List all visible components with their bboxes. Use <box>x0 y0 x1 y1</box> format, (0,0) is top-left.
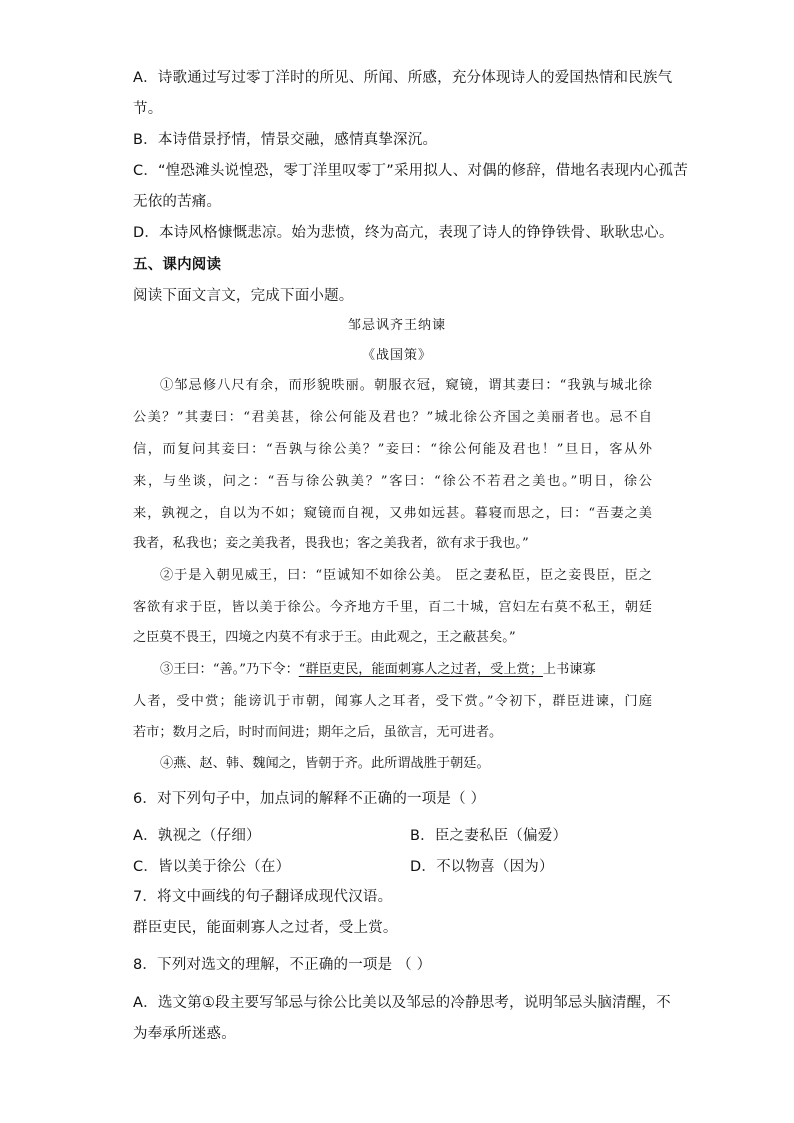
q7-stem: 7．将文中画线的句子翻译成现代汉语。 <box>133 889 393 905</box>
q8-option-a-line2: 为奉承所迷惑。 <box>133 1026 236 1042</box>
q6-option-b: B．臣之妻私臣（偏爱） <box>410 828 568 844</box>
passage-line: 之臣莫不畏王，四境之内莫不有求于王。由此观之，王之蔽甚矣。” <box>133 630 516 645</box>
section-instruction: 阅读下面文言文，完成下面小题。 <box>133 288 354 304</box>
passage-line: 来，孰视之，自以为不如；窥镜而自视，又弗如远甚。暮寝而思之，曰：“吾妻之美 <box>133 506 652 521</box>
q5-option-a-line1: A．诗歌通过写过零丁洋时的所见、所闻、所感，充分体现诗人的爱国热情和民族气 <box>133 70 673 86</box>
q5-option-d: D．本诗风格慷慨悲凉。始为悲愤，终为高亢，表现了诗人的铮铮铁骨、耿耿忠心。 <box>133 225 674 241</box>
q6-stem: 6．对下列句子中，加点词的解释不正确的一项是（ ） <box>133 791 486 807</box>
passage-line: 我者，私我也；妾之美我者，畏我也；客之美我者，欲有求于我也。” <box>133 536 529 551</box>
passage-line: 信，而复问其妾曰：“吾孰与徐公美？”妾曰：“徐公何能及君也！”旦日，客从外 <box>133 442 652 457</box>
q8-option-a-line1: A．选文第①段主要写邹忌与徐公比美以及邹忌的冷静思考，说明邹忌头脑清醒，不 <box>133 995 671 1011</box>
passage-title: 邹忌讽齐王纳谏 <box>347 318 446 333</box>
passage-line-with-underline <box>160 660 652 680</box>
q5-option-c-line1: C．“惶恐滩头说惶恐，零丁洋里叹零丁”采用拟人、对偶的修辞，借地名表现内心孤苦 <box>133 163 688 179</box>
q8-stem: 8．下列对选文的理解，不正确的一项是 （ ） <box>133 957 432 973</box>
q5-option-b: B．本诗借景抒情，情景交融，感情真挚深沉。 <box>133 132 438 148</box>
passage-line: ④燕、赵、韩、魏闻之，皆朝于齐。此所谓战胜于朝廷。 <box>160 756 490 771</box>
passage-source: 《战国策》 <box>361 348 432 363</box>
section-heading: 五、课内阅读 <box>133 257 222 273</box>
q7-sentence: 群臣吏民，能面刺寡人之过者，受上赏。 <box>133 920 398 936</box>
passage-segment: 上书谏寡 <box>542 662 596 677</box>
passage-line: 人者，受中赏；能谤讥于市朝，闻寡人之耳者，受下赏。”令初下，群臣进谏，门庭 <box>133 694 652 709</box>
passage-line: ①邹忌修八尺有余，而形貌昳丽。朝服衣冠，窥镜，谓其妻曰：“我孰与城北徐 <box>160 378 652 393</box>
passage-line: 若市；数月之后，时时而间进；期年之后，虽欲言，无可进者。 <box>133 725 503 740</box>
q6-option-d: D．不以物喜（因为） <box>410 859 554 875</box>
passage-line: ②于是入朝见威王，曰：“臣诚知不如徐公美。 臣之妻私臣，臣之妾畏臣，臣之 <box>160 568 652 583</box>
q5-option-a-line2: 节。 <box>133 101 163 117</box>
passage-line: 公美？”其妻曰：“君美甚，徐公何能及君也？”城北徐公齐国之美丽者也。忌不自 <box>133 410 652 425</box>
q6-option-c: C．皆以美于徐公（在） <box>133 859 291 875</box>
passage-line: 客欲有求于臣，皆以美于徐公。今齐地方千里，百二十城，宫妇左右莫不私王，朝廷 <box>133 600 652 615</box>
q5-option-c-line2: 无依的苦痛。 <box>133 194 222 210</box>
underlined-sentence: “群臣吏民，能面刺寡人之过者，受上赏； <box>298 662 543 677</box>
q6-option-a: A．孰视之（仔细） <box>133 828 261 844</box>
passage-line: 来，与坐谈，问之：“吾与徐公孰美？”客曰：“徐公不若君之美也。”明日，徐公 <box>133 474 652 489</box>
passage-segment: ③王曰：“善。”乃下令： <box>160 662 299 677</box>
